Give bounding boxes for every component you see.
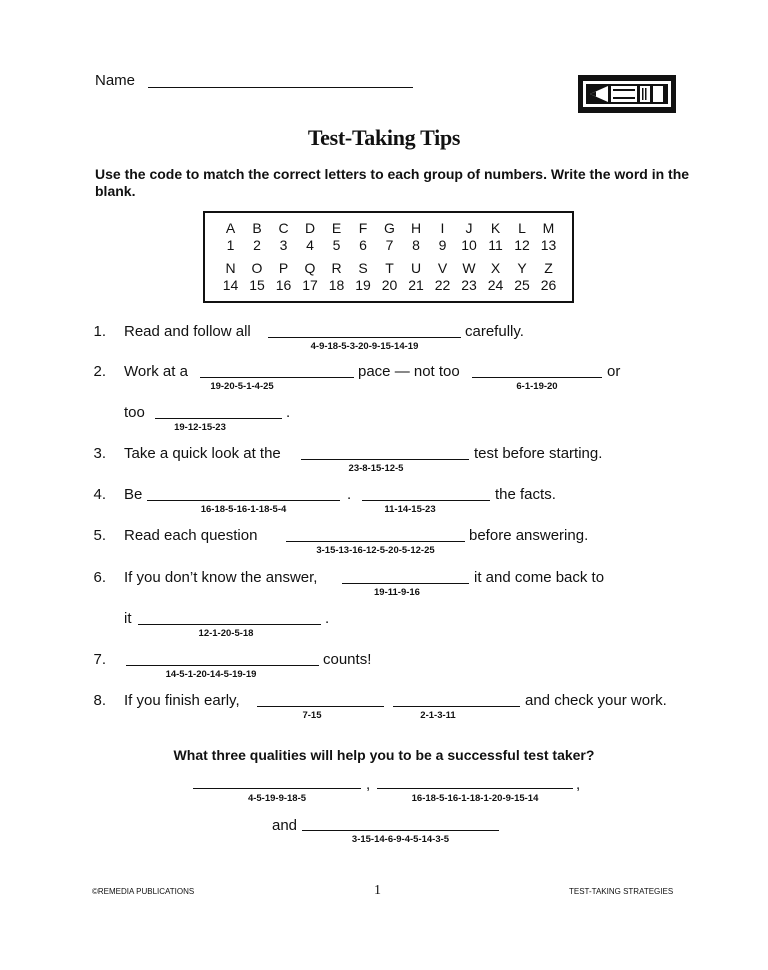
code-cell: W bbox=[462, 260, 476, 276]
code-cell: 7 bbox=[385, 237, 394, 253]
code-cell: U bbox=[410, 260, 422, 276]
item-text: Work at a bbox=[124, 363, 188, 380]
code-cell: 6 bbox=[359, 237, 367, 253]
item-text: If you finish early, bbox=[124, 692, 240, 709]
number-code: 16-18-5-16-1-18-1-20-9-15-14 bbox=[411, 793, 539, 804]
name-label: Name bbox=[95, 72, 136, 89]
comma: , bbox=[576, 776, 581, 793]
answer-blank[interactable] bbox=[268, 336, 461, 338]
code-cell: V bbox=[437, 260, 448, 276]
code-cell: 11 bbox=[488, 237, 503, 253]
code-cell: 18 bbox=[328, 277, 345, 293]
and-label: and bbox=[272, 817, 298, 834]
item-text: If you don’t know the answer, bbox=[124, 569, 318, 586]
item-text: or bbox=[607, 363, 621, 380]
code-cell: 9 bbox=[438, 237, 447, 253]
number-code: 19-20-5-1-4-25 bbox=[210, 381, 274, 392]
answer-blank[interactable] bbox=[301, 458, 469, 460]
code-cell: I bbox=[440, 220, 445, 236]
answer-blank[interactable] bbox=[302, 829, 499, 831]
code-cell: B bbox=[252, 220, 262, 236]
number-code: 11-14-15-23 bbox=[384, 504, 436, 515]
item-number: 1. bbox=[93, 323, 106, 340]
code-cell: K bbox=[490, 220, 501, 236]
code-cell: 4 bbox=[306, 237, 314, 253]
number-code: 2-1-3-11 bbox=[420, 710, 456, 721]
pencil-logo-icon bbox=[578, 75, 676, 113]
answer-blank[interactable] bbox=[286, 540, 465, 542]
code-cell: 20 bbox=[381, 277, 398, 293]
code-cell: 25 bbox=[514, 277, 530, 293]
number-code: 19-11-9-16 bbox=[374, 587, 420, 598]
code-cell: O bbox=[251, 260, 263, 276]
page-number: 1 bbox=[374, 883, 381, 898]
code-cell: X bbox=[490, 260, 501, 276]
answer-blank[interactable] bbox=[155, 417, 282, 419]
code-cell: 2 bbox=[253, 237, 261, 253]
item-text: . bbox=[286, 404, 291, 421]
item-text: it and come back to bbox=[474, 569, 605, 586]
code-table bbox=[203, 211, 574, 303]
code-cell: 16 bbox=[275, 277, 292, 293]
answer-blank[interactable] bbox=[147, 499, 340, 501]
code-cell: M bbox=[542, 220, 555, 236]
code-cell: S bbox=[358, 260, 368, 276]
item-text: it bbox=[124, 610, 132, 627]
code-cell: T bbox=[385, 260, 394, 276]
item-text: pace — not too bbox=[358, 363, 460, 380]
name-field[interactable] bbox=[148, 86, 413, 88]
code-cell: C bbox=[278, 220, 289, 236]
item-number: 8. bbox=[93, 692, 106, 709]
number-code: 12-1-20-5-18 bbox=[198, 628, 254, 639]
item-text: the facts. bbox=[495, 486, 556, 503]
item-number: 4. bbox=[93, 486, 106, 503]
code-cell: 5 bbox=[332, 237, 341, 253]
code-cell: F bbox=[358, 220, 368, 236]
number-code: 23-8-15-12-5 bbox=[348, 463, 404, 474]
code-cell: 14 bbox=[222, 277, 239, 293]
comma: , bbox=[366, 776, 371, 793]
item-text: Read each question bbox=[124, 527, 258, 544]
item-text: and check your work. bbox=[525, 692, 667, 709]
item-number: 2. bbox=[93, 363, 106, 380]
code-cell: R bbox=[331, 260, 342, 276]
code-cell: 23 bbox=[461, 277, 477, 293]
code-cell: 3 bbox=[279, 237, 288, 253]
item-text: too bbox=[124, 404, 145, 421]
number-code: 4-9-18-5-3-20-9-15-14-19 bbox=[310, 341, 419, 352]
number-code: 4-5-19-9-18-5 bbox=[247, 793, 307, 804]
question-heading: What three qualities will help you to be a successful test taker? bbox=[173, 747, 595, 763]
code-cell: 10 bbox=[461, 237, 477, 253]
code-cell: N bbox=[225, 260, 236, 276]
footer-series: TEST-TAKING STRATEGIES bbox=[569, 887, 674, 896]
item-text: Read and follow all bbox=[124, 323, 251, 340]
answer-blank[interactable] bbox=[257, 705, 384, 707]
number-code: 3-15-14-6-9-4-5-14-3-5 bbox=[351, 834, 450, 845]
code-cell: L bbox=[518, 220, 526, 236]
answer-blank[interactable] bbox=[393, 705, 520, 707]
number-code: 19-12-15-23 bbox=[174, 422, 226, 433]
code-cell: 8 bbox=[412, 237, 420, 253]
code-cell: 15 bbox=[249, 277, 265, 293]
code-cell: G bbox=[384, 220, 395, 236]
item-text: before answering. bbox=[469, 527, 589, 544]
item-number: 3. bbox=[93, 445, 106, 462]
item-number: 5. bbox=[93, 527, 106, 544]
code-cell: Q bbox=[304, 260, 316, 276]
code-cell: P bbox=[278, 260, 289, 276]
footer-publisher: ©REMEDIA PUBLICATIONS bbox=[92, 887, 195, 896]
code-cell: 21 bbox=[408, 277, 424, 293]
page-title: Test-Taking Tips bbox=[307, 125, 461, 150]
number-code: 7-15 bbox=[302, 710, 322, 721]
answer-blank[interactable] bbox=[138, 623, 321, 625]
answer-blank[interactable] bbox=[377, 787, 573, 789]
code-cell: D bbox=[304, 220, 316, 236]
answer-blank[interactable] bbox=[472, 376, 602, 378]
number-code: 14-5-1-20-14-5-19-19 bbox=[165, 669, 257, 680]
item-number: 7. bbox=[93, 651, 106, 668]
code-cell: 26 bbox=[540, 277, 557, 293]
item-text: Take a quick look at the bbox=[124, 445, 281, 462]
answer-blank[interactable] bbox=[342, 582, 469, 584]
code-cell: 24 bbox=[487, 277, 504, 293]
code-cell: E bbox=[331, 220, 342, 236]
answer-blank[interactable] bbox=[362, 499, 490, 501]
answer-blank[interactable] bbox=[193, 787, 361, 789]
code-cell: 12 bbox=[514, 237, 530, 253]
code-cell: 1 bbox=[226, 237, 235, 253]
item-text: counts! bbox=[323, 651, 372, 668]
item-text: test before starting. bbox=[474, 445, 603, 462]
instructions: Use the code to match the correct letters to each group of numbers. Write the word in the blank. bbox=[95, 166, 690, 199]
answer-blank[interactable] bbox=[126, 664, 319, 666]
item-text: carefully. bbox=[465, 323, 524, 340]
code-cell: 19 bbox=[355, 277, 371, 293]
code-cell: Y bbox=[517, 260, 527, 276]
number-code: 3-15-13-16-12-5-20-5-12-25 bbox=[316, 545, 435, 556]
code-cell: A bbox=[225, 220, 236, 236]
code-cell: 22 bbox=[434, 277, 451, 293]
number-code: 16-18-5-16-1-18-5-4 bbox=[200, 504, 287, 515]
answer-blank[interactable] bbox=[200, 376, 354, 378]
number-code: 6-1-19-20 bbox=[516, 381, 558, 392]
code-cell: J bbox=[465, 220, 473, 236]
code-cell: Z bbox=[544, 260, 553, 276]
code-cell: 17 bbox=[302, 277, 318, 293]
item-text: . bbox=[347, 486, 352, 503]
item-number: 6. bbox=[93, 569, 106, 586]
code-cell: 13 bbox=[540, 237, 557, 253]
item-text: . bbox=[325, 610, 330, 627]
code-cell: H bbox=[410, 220, 422, 236]
item-text: Be bbox=[124, 486, 143, 503]
